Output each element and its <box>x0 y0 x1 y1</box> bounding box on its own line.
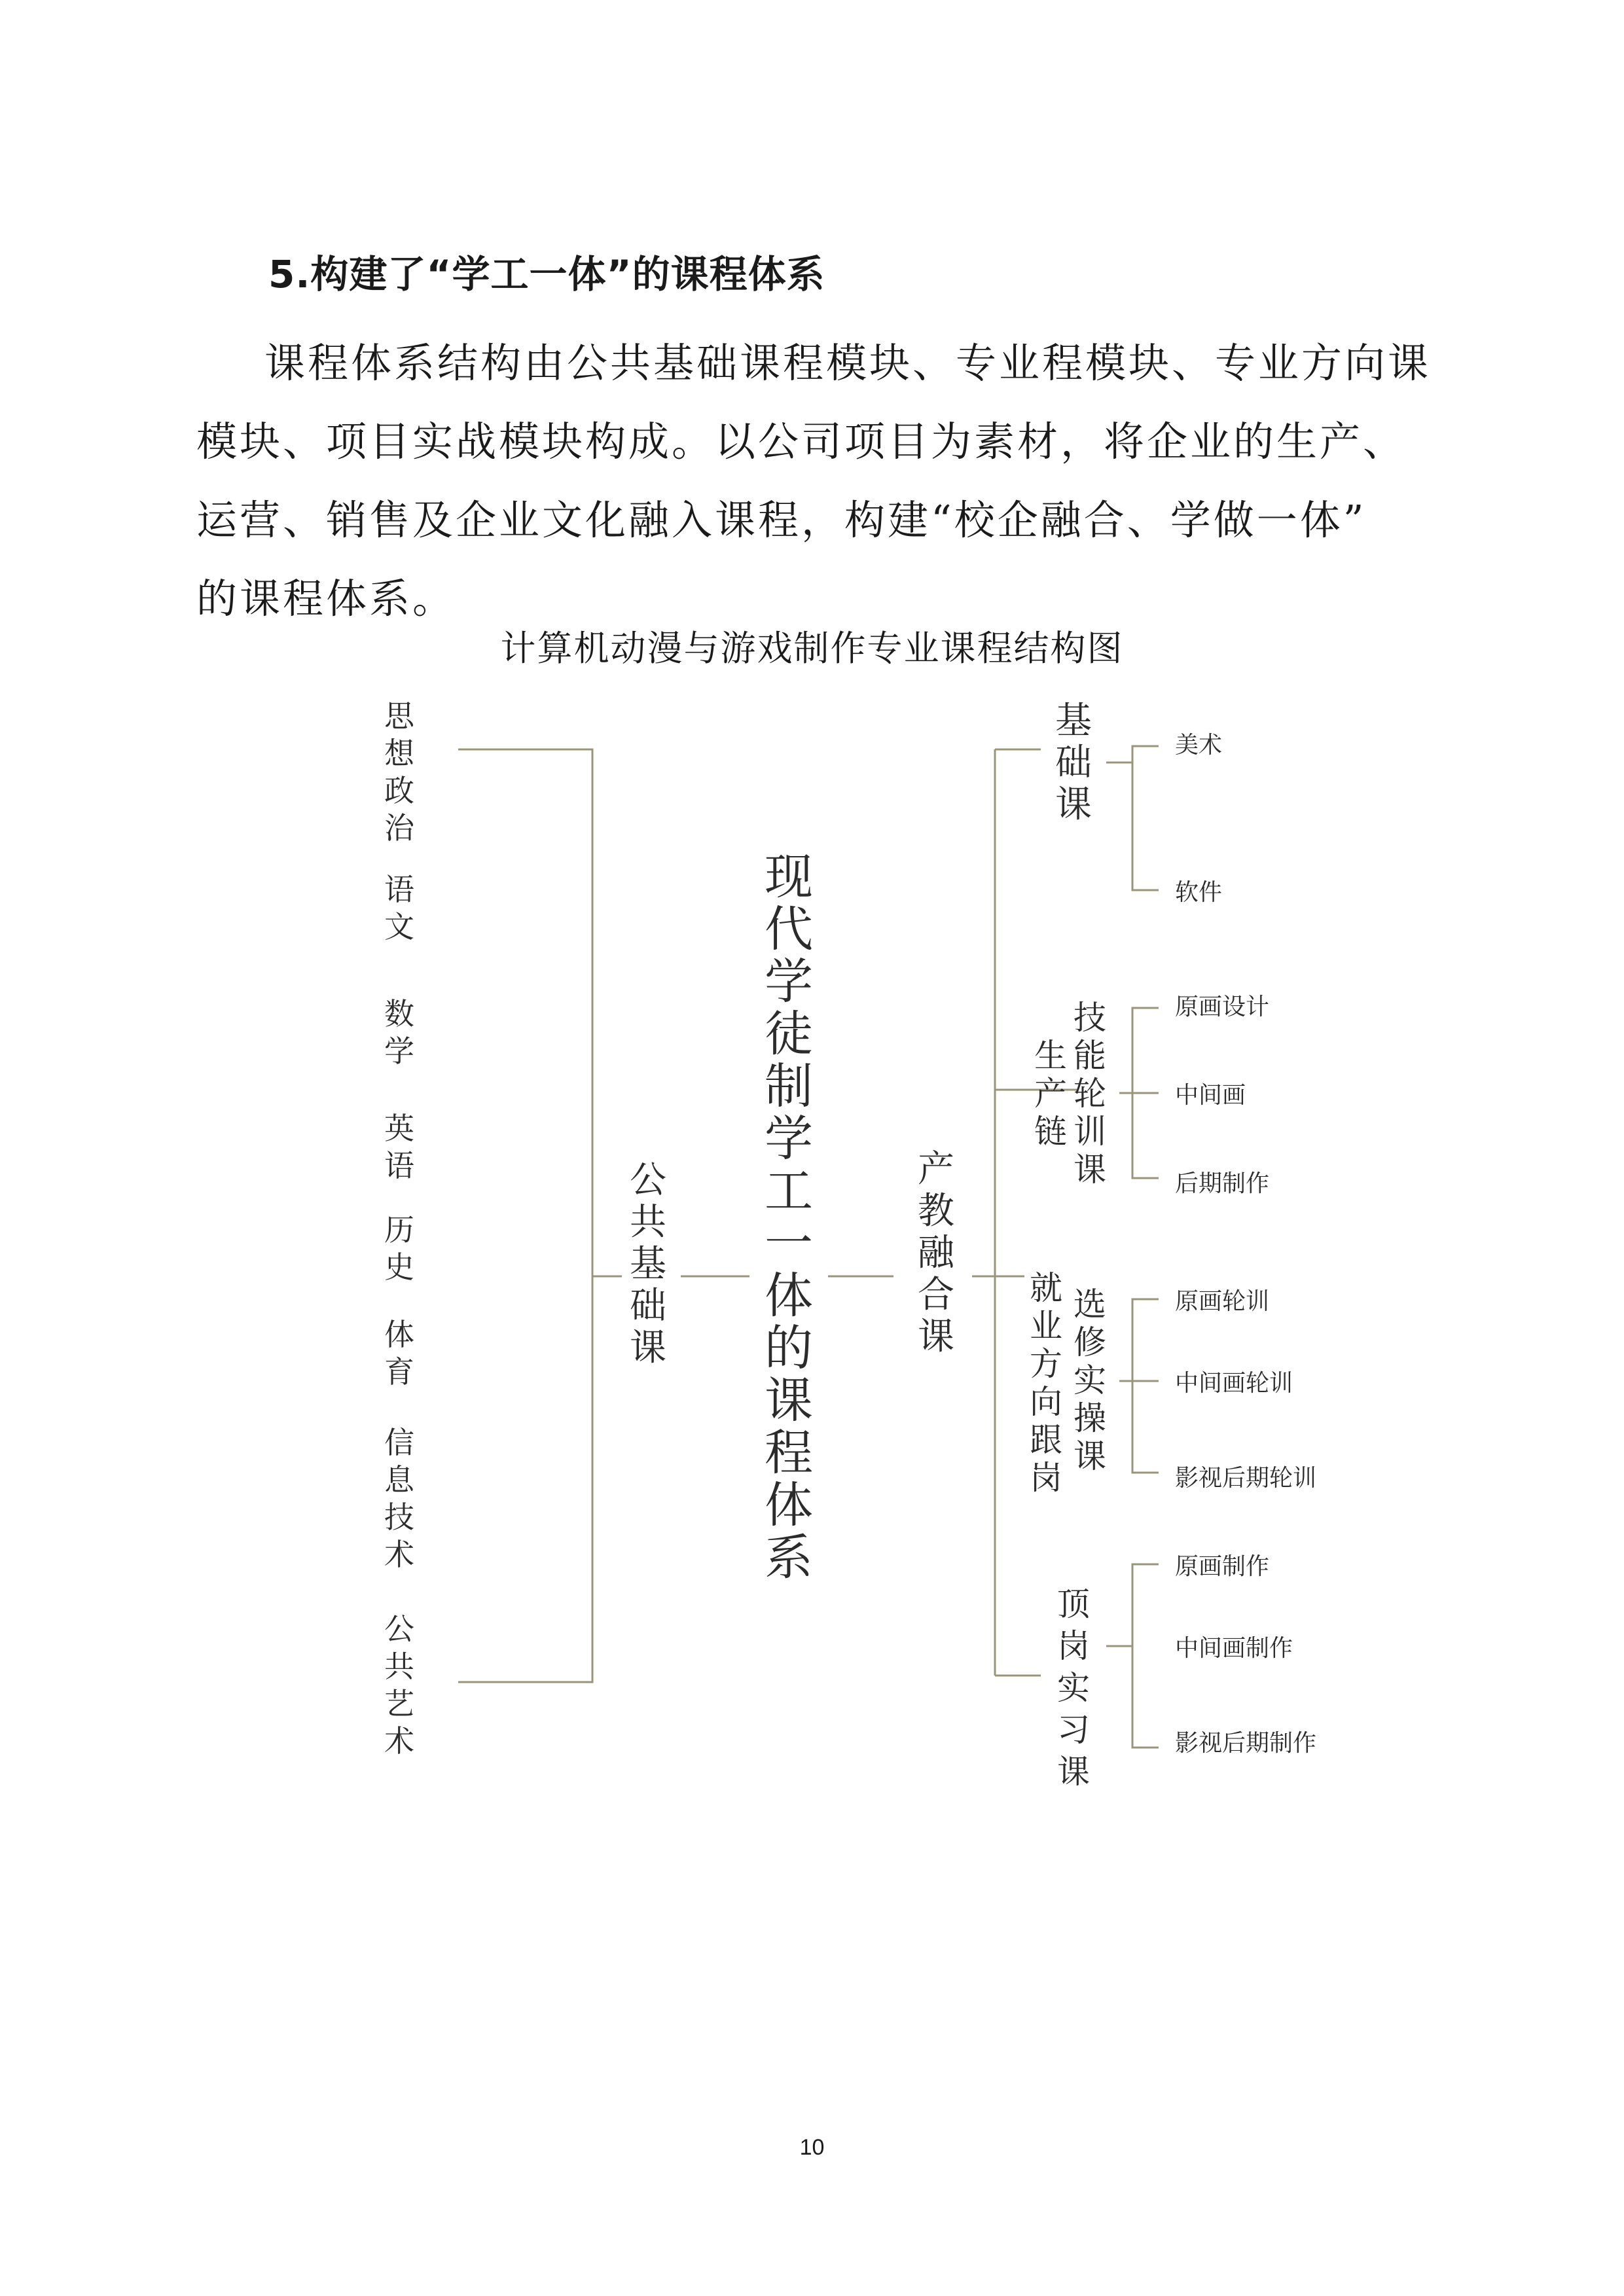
left-course-item: 体育 <box>384 1317 414 1390</box>
leaf-bracket <box>1132 1299 1159 1473</box>
leaf-course-label: 原画制作 <box>1175 1553 1270 1580</box>
left-bracket <box>458 749 592 1682</box>
section-heading: 5.构建了“学工一体”的课程体系 <box>268 252 825 296</box>
leaf-course-label: 原画设计 <box>1175 994 1270 1020</box>
group-side-label: 就业方向跟岗 <box>1030 1269 1062 1497</box>
left-course-item: 公共艺术 <box>384 1611 414 1759</box>
leaf-course-label: 原画轮训 <box>1175 1288 1270 1315</box>
leaf-bracket <box>1132 746 1159 890</box>
group-title: 选修实操课 <box>1074 1285 1106 1475</box>
leaf-course-label: 软件 <box>1175 879 1223 906</box>
leaf-course-label: 影视后期制作 <box>1175 1730 1317 1757</box>
left-course-item: 语文 <box>384 872 414 944</box>
paragraph-line: 课程体系结构由公共基础课程模块、专业程模块、专业方向课 <box>264 339 1432 387</box>
paragraph-line: 的课程体系。 <box>196 575 456 622</box>
leaf-course-label: 影视后期轮训 <box>1175 1465 1317 1492</box>
center-title: 现代学徒制学工一体的课程体系 <box>765 849 813 1586</box>
leaf-course-label: 中间画制作 <box>1175 1635 1293 1662</box>
left-course-item: 数学 <box>384 996 414 1069</box>
diagram-caption: 计算机动漫与游戏制作专业课程结构图 <box>500 628 1124 669</box>
left-course-item: 英语 <box>384 1111 414 1183</box>
right-branch-label: 产教融合课 <box>918 1148 954 1358</box>
leaf-bracket <box>1132 1564 1159 1748</box>
page-number: 10 <box>799 2135 825 2160</box>
left-course-item: 信息技术 <box>384 1425 414 1572</box>
left-course-item: 历史 <box>384 1212 414 1285</box>
leaf-course-label: 后期制作 <box>1175 1170 1270 1197</box>
leaf-course-label: 中间画 <box>1175 1082 1246 1109</box>
left-branch-label: 公共基础课 <box>630 1159 666 1369</box>
group-title: 顶岗实习课 <box>1057 1585 1090 1791</box>
paragraph-line: 运营、销售及企业文化融入课程，构建“校企融合、学做一体” <box>196 496 1367 544</box>
diagram-labels <box>384 698 1316 1791</box>
group-title: 技能轮训课 <box>1074 999 1106 1189</box>
left-course-item: 思想政治 <box>384 698 414 846</box>
leaf-course-label: 中间画轮训 <box>1175 1370 1293 1397</box>
group-side-label: 生产链 <box>1034 1037 1067 1151</box>
leaf-course-label: 美术 <box>1175 732 1223 759</box>
group-title: 基础课 <box>1055 700 1092 826</box>
paragraph-line: 模块、项目实战模块构成。以公司项目为素材，将企业的生产、 <box>196 418 1407 465</box>
